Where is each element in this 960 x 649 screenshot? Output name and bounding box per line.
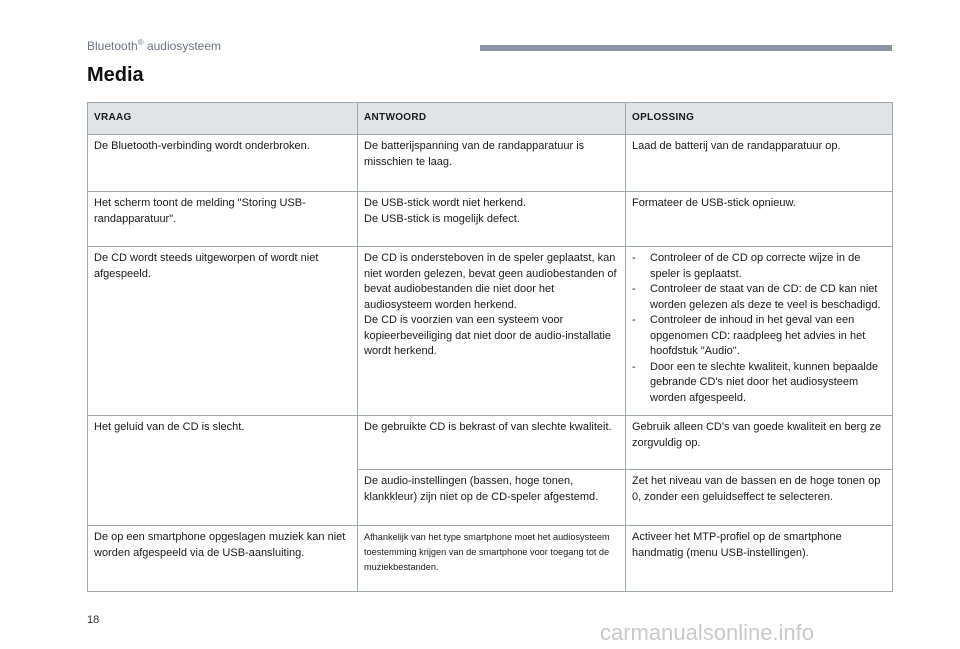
solution-cell: Laad de batterij van de randapparatuur op. — [626, 135, 893, 192]
dash-bullet: - — [632, 252, 636, 264]
solution-cell: Formateer de USB-stick opnieuw. — [626, 192, 893, 247]
dash-bullet: - — [632, 314, 636, 326]
answer-line: De CD is voorzien van een systeem voor kopieerbeveiliging dat niet door de audio-installatie wordt herkend. — [364, 314, 612, 357]
chapter-title-main: Bluetooth — [87, 39, 138, 53]
answer-cell: De audio-instellingen (bassen, hoge tonen, klankkleur) zijn niet op de CD-speler afgestemd. — [358, 470, 626, 526]
question-cell: De Bluetooth-verbinding wordt onderbroken. — [88, 135, 358, 192]
question-cell: De CD wordt steeds uitgeworpen of wordt niet afgespeeld. — [88, 247, 358, 416]
watermark: carmanualsonline.info — [600, 620, 815, 645]
solution-cell: Gebruik alleen CD's van goede kwaliteit en berg ze zorgvuldig op. — [626, 416, 893, 470]
table-row — [88, 416, 893, 470]
answer-line: De USB-stick wordt niet herkend. — [364, 197, 527, 209]
table-row — [88, 470, 893, 526]
column-header-answer: ANTWOORD — [358, 103, 626, 135]
dash-bullet: - — [632, 283, 636, 295]
answer-line: De CD is ondersteboven in de speler geplaatst, kan niet worden gelezen, bevat geen audiobestanden of bevat audiobestanden die niet door het audiosysteem worden herkend. — [364, 252, 617, 311]
table-row — [88, 135, 893, 192]
section-title: Media — [87, 64, 144, 86]
question-cell — [88, 470, 358, 526]
solution-item-text: Door een te slechte kwaliteit, kunnen bepaalde gebrande CD's niet door het audiosysteem worden afgespeeld. — [650, 360, 879, 404]
header-rule — [480, 45, 892, 51]
solution-item — [632, 251, 886, 282]
solution-item-text: Controleer de inhoud in het geval van een opgenomen CD: raadpleeg het advies in het hoofdstuk "Audio". — [650, 314, 866, 357]
table-header-row — [88, 103, 893, 135]
question-cell: De op een smartphone opgeslagen muziek kan niet worden afgespeeld via de USB-aansluiting. — [88, 526, 358, 592]
solution-item-text: Controleer de staat van de CD: de CD kan niet worden gelezen als deze te veel is beschadigd. — [650, 283, 881, 311]
column-header-solution: OPLOSSING — [626, 103, 893, 135]
solution-item — [632, 282, 886, 313]
dash-bullet: - — [632, 360, 636, 373]
page-number: 18 — [87, 614, 100, 626]
answer-cell — [358, 247, 626, 416]
registered-mark: ® — [137, 38, 144, 47]
chapter-title-rest: audiosysteem — [143, 39, 221, 53]
solution-item — [632, 360, 886, 407]
solution-cell: Activeer het MTP-profiel op de smartphone handmatig (menu USB-instellingen). — [626, 526, 893, 592]
solution-cell: Zet het niveau van de bassen en de hoge tonen op 0, zonder een geluidseffect te selecteren. — [626, 470, 893, 526]
solution-cell — [626, 247, 893, 416]
solution-item-text: Controleer of de CD op correcte wijze in de speler is geplaatst. — [650, 252, 861, 280]
answer-cell: Afhankelijk van het type smartphone moet het audiosysteem toestemming krijgen van de smartphone voor toegang tot de muziekbestanden. — [358, 526, 626, 592]
answer-line: De USB-stick is mogelijk defect. — [364, 212, 520, 225]
solution-list — [632, 251, 886, 406]
troubleshooting-table — [87, 102, 893, 592]
answer-cell — [358, 192, 626, 247]
answer-cell: De batterijspanning van de randapparatuur is misschien te laag. — [358, 135, 626, 192]
solution-item — [632, 313, 886, 360]
question-cell: Het geluid van de CD is slecht. — [88, 416, 358, 470]
table-row — [88, 192, 893, 247]
answer-cell: De gebruikte CD is bekrast of van slechte kwaliteit. — [358, 416, 626, 470]
table-row — [88, 247, 893, 416]
column-header-question: VRAAG — [88, 103, 358, 135]
question-cell: Het scherm toont de melding "Storing USB-randapparatuur". — [88, 192, 358, 247]
chapter-title — [87, 38, 221, 53]
table-row — [88, 526, 893, 592]
